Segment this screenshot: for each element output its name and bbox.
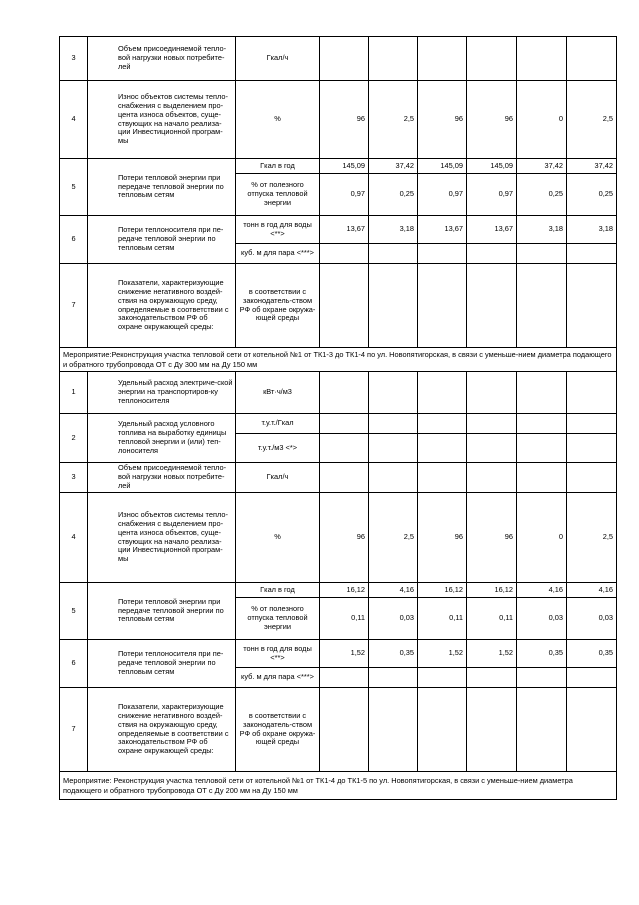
value-cell: 96: [418, 493, 467, 583]
value-cell: 145,09: [467, 159, 517, 174]
value-cell: [567, 688, 617, 772]
value-cell: [567, 668, 617, 688]
unit-cell: % от полезного отпуска тепловой энергии: [236, 174, 320, 216]
value-cell: 0,25: [517, 174, 567, 216]
value-cell: [320, 264, 369, 348]
value-cell: [320, 372, 369, 414]
value-cell: [418, 688, 467, 772]
value-cell: [467, 668, 517, 688]
value-cell: [418, 463, 467, 493]
value-cell: 0,11: [467, 598, 517, 640]
document-page: [59, 36, 616, 800]
value-cell: [369, 688, 418, 772]
unit-cell: т.у.т./Гкал: [236, 414, 320, 434]
value-cell: 0,25: [369, 174, 418, 216]
value-cell: [369, 668, 418, 688]
value-cell: [567, 244, 617, 264]
value-cell: [320, 414, 369, 434]
value-cell: [467, 688, 517, 772]
unit-cell: %: [236, 493, 320, 583]
table-row: [60, 372, 617, 414]
unit-cell: т.у.т./м3 <*>: [236, 434, 320, 463]
table-row: [60, 37, 617, 81]
value-cell: 0,35: [517, 640, 567, 668]
value-cell: [418, 244, 467, 264]
row-number: 6: [60, 640, 88, 688]
value-cell: 2,5: [567, 493, 617, 583]
value-cell: 96: [320, 493, 369, 583]
value-cell: 13,67: [320, 216, 369, 244]
table-row: [60, 640, 617, 668]
value-cell: [567, 414, 617, 434]
indicator-name: Объем присоединяемой тепло-вой нагрузки новых потребите-лей: [88, 37, 236, 81]
row-number: 1: [60, 372, 88, 414]
value-cell: [320, 244, 369, 264]
value-cell: [517, 37, 567, 81]
value-cell: [467, 37, 517, 81]
value-cell: [320, 434, 369, 463]
value-cell: 96: [467, 81, 517, 159]
value-cell: [320, 688, 369, 772]
value-cell: [369, 244, 418, 264]
unit-cell: тонн в год для воды <**>: [236, 216, 320, 244]
value-cell: [567, 372, 617, 414]
value-cell: [369, 434, 418, 463]
value-cell: 0,03: [517, 598, 567, 640]
indicator-name: Потери тепловой энергии при передаче тепловой энергии по тепловым сетям: [88, 583, 236, 640]
row-number: 4: [60, 81, 88, 159]
event-row: [60, 772, 617, 800]
row-number: 3: [60, 463, 88, 493]
value-cell: [418, 37, 467, 81]
value-cell: 0,97: [320, 174, 369, 216]
value-cell: 13,67: [418, 216, 467, 244]
row-number: 7: [60, 688, 88, 772]
value-cell: 3,18: [517, 216, 567, 244]
value-cell: 0,11: [418, 598, 467, 640]
value-cell: 0,03: [567, 598, 617, 640]
value-cell: 0,25: [567, 174, 617, 216]
unit-cell: в соответствии с законодатель-ством РФ об охране окружа-ющей среды: [236, 264, 320, 348]
value-cell: 1,52: [467, 640, 517, 668]
value-cell: [467, 372, 517, 414]
value-cell: 16,12: [320, 583, 369, 598]
table-row: [60, 264, 617, 348]
value-cell: 0,35: [369, 640, 418, 668]
row-number: 5: [60, 583, 88, 640]
value-cell: 3,18: [567, 216, 617, 244]
indicator-name: Износ объектов системы тепло-снабжения с выделением про-цента износа объектов, суще-ствующих на начало реализа-ции Инвестиционной програм-мы: [88, 81, 236, 159]
value-cell: [320, 668, 369, 688]
value-cell: [418, 372, 467, 414]
value-cell: [517, 668, 567, 688]
value-cell: [517, 264, 567, 348]
value-cell: 4,16: [369, 583, 418, 598]
value-cell: 3,18: [369, 216, 418, 244]
row-number: 2: [60, 414, 88, 463]
value-cell: 13,67: [467, 216, 517, 244]
value-cell: 1,52: [418, 640, 467, 668]
value-cell: 0,11: [320, 598, 369, 640]
indicator-name: Износ объектов системы тепло-снабжения с выделением про-цента износа объектов, суще-ствующих на начало реализа-ции Инвестиционной програм-мы: [88, 493, 236, 583]
indicator-name: Удельный расход условного топлива на выработку единицы тепловой энергии и (или) теп-лоносителя: [88, 414, 236, 463]
value-cell: [418, 264, 467, 348]
value-cell: 16,12: [418, 583, 467, 598]
unit-cell: Гкал/ч: [236, 37, 320, 81]
unit-cell: куб. м для пара <***>: [236, 668, 320, 688]
unit-cell: тонн в год для воды <**>: [236, 640, 320, 668]
value-cell: [567, 463, 617, 493]
value-cell: [567, 434, 617, 463]
unit-cell: кВт·ч/м3: [236, 372, 320, 414]
value-cell: [517, 688, 567, 772]
table-row: [60, 583, 617, 598]
value-cell: 2,5: [369, 493, 418, 583]
indicator-name: Показатели, характеризующие снижение негативного воздей-ствия на окружающую среду, определяемые в соответствии с законодательством РФ об охране окружающей среды:: [88, 264, 236, 348]
value-cell: 2,5: [369, 81, 418, 159]
value-cell: [517, 463, 567, 493]
value-cell: 145,09: [418, 159, 467, 174]
value-cell: 16,12: [467, 583, 517, 598]
value-cell: 4,16: [517, 583, 567, 598]
value-cell: 0,35: [567, 640, 617, 668]
row-number: 7: [60, 264, 88, 348]
value-cell: 0: [517, 493, 567, 583]
event-row: [60, 348, 617, 372]
event-description: Мероприятие: Реконструкция участка тепловой сети от котельной №1 от ТК1-4 до ТК1-5 по ул. Новопятигорская, в связи с уменьше-нием диаметра подающего и обратного трубопровода ОТ с Ду 200 мм на Ду 150 мм: [60, 772, 617, 800]
value-cell: [418, 668, 467, 688]
row-number: 3: [60, 37, 88, 81]
value-cell: 96: [467, 493, 517, 583]
table-row: [60, 159, 617, 174]
indicators-table: [59, 36, 617, 800]
value-cell: [418, 434, 467, 463]
table-row: [60, 688, 617, 772]
value-cell: [467, 434, 517, 463]
indicator-name: Объем присоединяемой тепло-вой нагрузки новых потребите-лей: [88, 463, 236, 493]
value-cell: 0: [517, 81, 567, 159]
indicator-name: Потери теплоносителя при пе-редаче тепловой энергии по тепловым сетям: [88, 216, 236, 264]
value-cell: [567, 37, 617, 81]
value-cell: 0,97: [467, 174, 517, 216]
table-row: [60, 493, 617, 583]
value-cell: [369, 463, 418, 493]
table-row: [60, 414, 617, 434]
value-cell: 37,42: [517, 159, 567, 174]
value-cell: 96: [418, 81, 467, 159]
unit-cell: Гкал в год: [236, 583, 320, 598]
value-cell: [567, 264, 617, 348]
value-cell: 4,16: [567, 583, 617, 598]
unit-cell: % от полезного отпуска тепловой энергии: [236, 598, 320, 640]
value-cell: [517, 244, 567, 264]
unit-cell: Гкал в год: [236, 159, 320, 174]
value-cell: [467, 463, 517, 493]
unit-cell: Гкал/ч: [236, 463, 320, 493]
value-cell: [369, 37, 418, 81]
value-cell: [320, 463, 369, 493]
value-cell: [369, 414, 418, 434]
value-cell: 37,42: [567, 159, 617, 174]
value-cell: [369, 372, 418, 414]
indicator-name: Показатели, характеризующие снижение негативного воздей-ствия на окружающую среду, определяемые в соответствии с законодательством РФ об охране окружающей среды:: [88, 688, 236, 772]
table-row: [60, 216, 617, 244]
value-cell: 96: [320, 81, 369, 159]
table-row: [60, 81, 617, 159]
unit-cell: в соответствии с законодатель-ством РФ об охране окружа-ющей среды: [236, 688, 320, 772]
value-cell: [467, 244, 517, 264]
value-cell: [467, 264, 517, 348]
unit-cell: %: [236, 81, 320, 159]
value-cell: [517, 372, 567, 414]
row-number: 6: [60, 216, 88, 264]
table-row: [60, 463, 617, 493]
value-cell: [418, 414, 467, 434]
event-description: Мероприятие:Реконструкция участка тепловой сети от котельной №1 от ТК1-3 до ТК1-4 по ул. Новопятигорская, в связи с уменьше-нием диаметра подающего и обратного трубопровода ОТ с Ду 300 мм на Ду 150 мм: [60, 348, 617, 372]
row-number: 4: [60, 493, 88, 583]
value-cell: [517, 414, 567, 434]
value-cell: 0,97: [418, 174, 467, 216]
value-cell: 37,42: [369, 159, 418, 174]
value-cell: 0,03: [369, 598, 418, 640]
value-cell: [369, 264, 418, 348]
indicator-name: Удельный расход электриче-ской энергии на транспортиров-ку теплоносителя: [88, 372, 236, 414]
value-cell: [517, 434, 567, 463]
indicator-name: Потери тепловой энергии при передаче тепловой энергии по тепловым сетям: [88, 159, 236, 216]
row-number: 5: [60, 159, 88, 216]
indicator-name: Потери теплоносителя при пе-редаче тепловой энергии по тепловым сетям: [88, 640, 236, 688]
value-cell: 145,09: [320, 159, 369, 174]
value-cell: [320, 37, 369, 81]
unit-cell: куб. м для пара <***>: [236, 244, 320, 264]
value-cell: [467, 414, 517, 434]
value-cell: 2,5: [567, 81, 617, 159]
value-cell: 1,52: [320, 640, 369, 668]
